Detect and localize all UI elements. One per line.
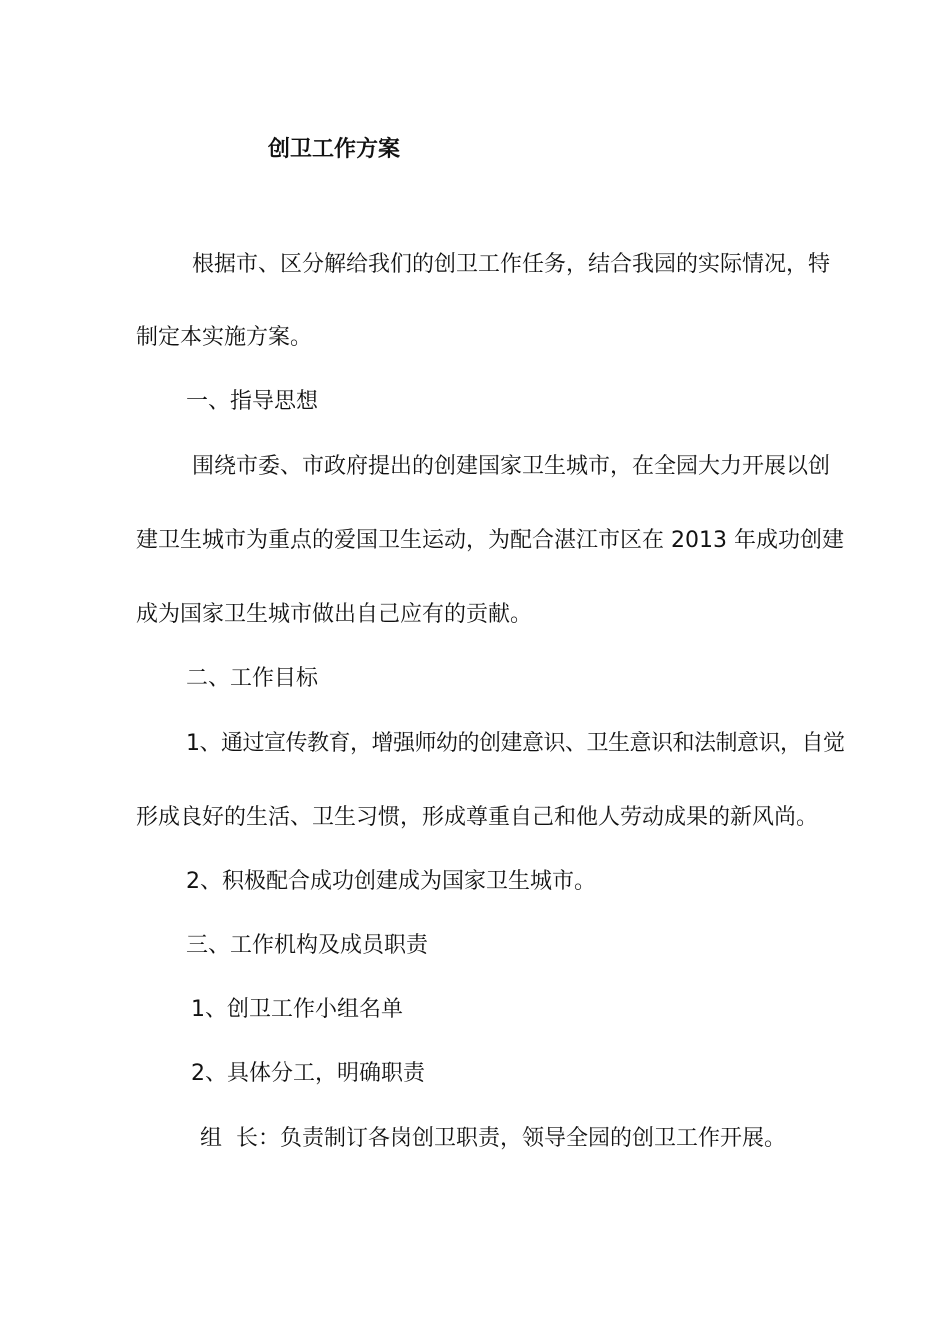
section1-line-1: 围绕市委、市政府提出的创建国家卫生城市，在全园大力开展以创 xyxy=(192,454,831,479)
goal1-line-2: 形成良好的生活、卫生习惯，形成尊重自己和他人劳动成果的新风尚。 xyxy=(136,805,819,830)
intro-line-2: 制定本实施方案。 xyxy=(136,325,313,350)
section1-line-3: 成为国家卫生城市做出自己应有的贡献。 xyxy=(136,602,533,627)
section1-heading: 一、指导思想 xyxy=(186,389,319,414)
goal1-line-1: 1、通过宣传教育，增强师幼的创建意识、卫生意识和法制意识，自觉 xyxy=(186,731,845,756)
intro-line-1: 根据市、区分解给我们的创卫工作任务，结合我园的实际情况，特 xyxy=(192,252,831,277)
goal2-item: 2、积极配合成功创建成为国家卫生城市。 xyxy=(186,869,596,894)
section1-line-2: 建卫生城市为重点的爱国卫生运动，为配合湛江市区在 2013 年成功创建 xyxy=(136,528,844,553)
document-title: 创卫工作方案 xyxy=(268,137,401,162)
section3-heading: 三、工作机构及成员职责 xyxy=(186,933,429,958)
org-item-1: 1、创卫工作小组名单 xyxy=(191,997,403,1022)
section2-heading: 二、工作目标 xyxy=(186,666,319,691)
org-item-2: 2、具体分工，明确职责 xyxy=(191,1061,425,1086)
leader-duty: 组 长：负责制订各岗创卫职责，领导全园的创卫工作开展。 xyxy=(200,1126,786,1151)
